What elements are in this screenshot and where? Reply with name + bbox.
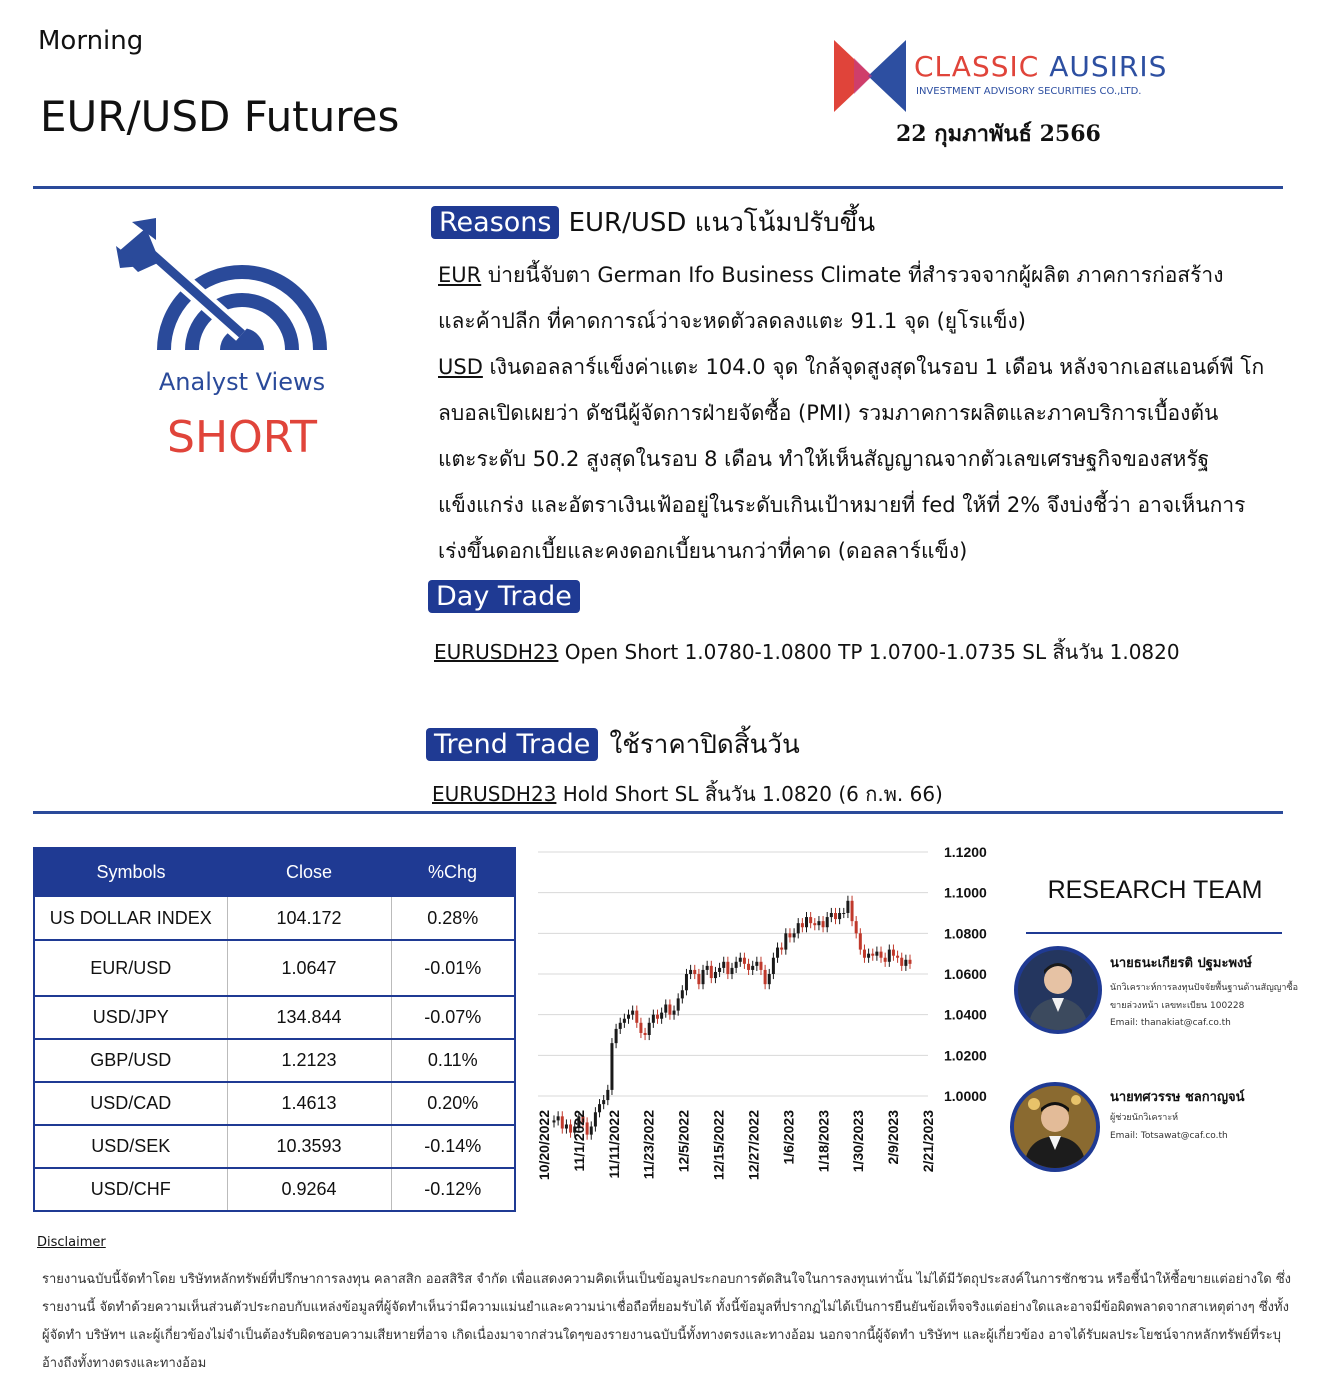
reasons-chip: Reasons: [431, 206, 559, 239]
candle-body: [834, 913, 837, 919]
company-logo-icon: [834, 40, 906, 112]
candle-body: [619, 1023, 622, 1029]
candle-body: [751, 966, 754, 970]
candle-body: [909, 960, 912, 964]
candle-body: [867, 954, 870, 958]
candle-body: [685, 974, 688, 990]
market-table: [33, 847, 516, 1212]
analyst-1-role: นักวิเคราะห์การลงทุนปัจจัยพื้นฐานด้านสัญญาซื้อ: [1110, 983, 1298, 993]
candle-body: [805, 917, 808, 927]
cell-close: 104.172: [227, 896, 391, 940]
day-trade-text: Open Short 1.0780-1.0800 TP 1.0700-1.0735 SL สิ้นวัน 1.0820: [558, 640, 1180, 664]
market-table-body: [34, 896, 515, 1211]
x-tick-label: 10/20/2022: [536, 1110, 552, 1181]
team-divider: [1026, 932, 1282, 934]
y-tick-label: 1.0600: [944, 966, 987, 982]
cell-close: 1.0647: [227, 940, 391, 996]
candle-body: [644, 1033, 647, 1035]
x-tick-label: 1/6/2023: [780, 1110, 797, 1165]
candle-body: [714, 972, 717, 978]
candle-body: [826, 917, 829, 927]
candle-body: [635, 1011, 638, 1023]
candle-body: [735, 962, 738, 968]
table-row: [34, 1125, 515, 1168]
eurusd-price-chart: [530, 840, 1010, 1212]
cell-chg: -0.01%: [391, 940, 515, 996]
candle-body: [652, 1015, 655, 1023]
cell-close: 1.2123: [227, 1039, 391, 1082]
candle-body: [842, 913, 845, 914]
table-row: [34, 896, 515, 940]
candle-body: [594, 1112, 597, 1126]
cell-symbol: GBP/USD: [34, 1039, 227, 1082]
cell-chg: -0.14%: [391, 1125, 515, 1168]
research-team-title: RESEARCH TEAM: [1047, 876, 1263, 904]
disclaimer-title: Disclaimer: [37, 1235, 106, 1250]
x-tick-label: 11/23/2022: [640, 1110, 657, 1180]
day-trade-header: [428, 580, 580, 613]
day-trade-line: [434, 636, 1180, 668]
trend-trade-line: [432, 778, 943, 810]
day-trade-chip: Day Trade: [428, 580, 580, 613]
candle-body: [859, 933, 862, 949]
candle-body: [830, 913, 833, 917]
candle-body: [623, 1019, 626, 1023]
usd-text-2: ลบอลเปิดเผยว่า ดัชนีผู้จัดการฝ่ายจัดซื้อ (PMI) รวมภาคการผลิตและภาคบริการเบื้องต้น: [438, 401, 1219, 425]
col-header-symbol: Symbols: [34, 848, 227, 896]
cell-symbol: USD/JPY: [34, 996, 227, 1039]
candle-body: [747, 964, 750, 970]
cell-chg: 0.28%: [391, 896, 515, 940]
top-divider: [33, 186, 1283, 189]
candle-body: [817, 921, 820, 925]
candle-body: [656, 1015, 659, 1019]
candle-body: [809, 917, 812, 923]
cell-symbol: US DOLLAR INDEX: [34, 896, 227, 940]
company-name: CLASSIC AUSIRIS: [914, 50, 1168, 83]
candle-body: [863, 950, 866, 958]
analyst-2-avatar: [1010, 1082, 1100, 1172]
candle-body: [755, 962, 758, 966]
usd-text-4: แข็งแกร่ง และอัตราเงินเฟ้ออยู่ในระดับเกินเป้าหมายที่ fed ให้ที่ 2% จึงบ่งชี้ว่า อาจเห็นการ: [438, 493, 1246, 517]
x-tick-label: 2/9/2023: [885, 1110, 902, 1165]
x-tick-label: 1/30/2023: [850, 1110, 867, 1173]
cell-chg: -0.12%: [391, 1168, 515, 1211]
col-header-chg: %Chg: [391, 848, 515, 896]
candle-body: [768, 974, 771, 984]
cell-close: 0.9264: [227, 1168, 391, 1211]
person-photo-icon: [1018, 950, 1098, 1030]
y-tick-label: 1.0800: [944, 925, 987, 942]
candle-body: [764, 970, 767, 984]
candle-body: [590, 1127, 593, 1135]
candle-body: [693, 970, 696, 974]
trend-trade-symbol: EURUSDH23: [432, 782, 557, 806]
usd-text-1: เงินดอลลาร์แข็งค่าแตะ 104.0 จุด ใกล้จุดสูงสุดในรอบ 1 เดือน หลังจากเอสแอนด์พี โก: [482, 355, 1265, 379]
analyst-views-label: Analyst Views: [158, 368, 326, 396]
cell-symbol: USD/CHF: [34, 1168, 227, 1211]
cell-symbol: USD/SEK: [34, 1125, 227, 1168]
cell-chg: -0.07%: [391, 996, 515, 1039]
trend-trade-chip: Trend Trade: [426, 728, 598, 761]
candle-body: [565, 1124, 568, 1128]
candle-body: [904, 960, 907, 966]
candle-body: [668, 1005, 671, 1015]
candle-body: [822, 921, 825, 927]
candle-body: [664, 1005, 667, 1013]
candle-body: [784, 933, 787, 949]
cell-close: 10.3593: [227, 1125, 391, 1168]
analyst-1-role2: ขายล่วงหน้า เลขทะเบียน 100228: [1110, 1001, 1245, 1011]
reasons-headline: EUR/USD แนวโน้มปรับขึ้น: [568, 208, 876, 238]
candle-body: [689, 970, 692, 974]
candle-body: [631, 1011, 634, 1015]
reasons-header: [431, 202, 875, 243]
candle-body: [722, 962, 725, 968]
x-tick-label: 12/5/2022: [675, 1110, 692, 1173]
candle-body: [772, 958, 775, 974]
candle-body: [797, 923, 800, 933]
x-tick-label: 12/27/2022: [745, 1110, 762, 1181]
trend-trade-note: ใช้ราคาปิดสิ้นวัน: [609, 730, 800, 760]
candle-body: [875, 952, 878, 956]
candle-body: [780, 948, 783, 950]
candle-body: [561, 1116, 564, 1128]
candle-body: [627, 1015, 630, 1019]
candle-body: [838, 913, 841, 919]
col-header-close: Close: [227, 848, 391, 896]
x-tick-label: 2/21/2023: [920, 1110, 936, 1173]
candle-body: [855, 921, 858, 933]
candle-body: [892, 950, 895, 956]
candle-body: [718, 968, 721, 972]
analyst-1-email: Email: thanakiat@caf.co.th: [1110, 1018, 1231, 1028]
report-date: 22 กุมภาพันธ์ 2566: [896, 121, 1101, 147]
candle-body: [813, 923, 816, 925]
usd-tag: USD: [438, 355, 483, 379]
analyst-2-email: Email: Totsawat@caf.co.th: [1110, 1131, 1228, 1141]
candle-body: [743, 958, 746, 964]
x-tick-label: 1/18/2023: [815, 1110, 832, 1173]
candle-body: [846, 901, 849, 913]
analyst-1-avatar: [1014, 946, 1102, 1034]
candle-body: [648, 1023, 651, 1035]
table-row: [34, 1082, 515, 1125]
candle-body: [884, 958, 887, 962]
eur-tag: EUR: [438, 263, 482, 287]
page-title: EUR/USD Futures: [40, 92, 400, 141]
table-row: [34, 996, 515, 1039]
eur-text-1: บ่ายนี้จับตา German Ifo Business Climate ที่สำรวจจากผู้ผลิต ภาคการก่อสร้าง: [481, 263, 1224, 287]
mid-divider: [33, 811, 1283, 814]
y-tick-label: 1.1000: [944, 884, 987, 901]
candle-body: [731, 968, 734, 974]
y-tick-label: 1.0200: [944, 1047, 987, 1064]
x-tick-label: 11/1/2022: [570, 1110, 587, 1172]
disclaimer-text: รายงานฉบับนี้จัดทำโดย บริษัทหลักทรัพย์ที่ปรึกษาการลงทุน คลาสสิก ออสสิริส จำกัด เพื่อแสดงความคิดเห็นเป็นข้อมูลประกอบการตัดสินใจในการลงทุนเท่านั้น ไม่ได้มีวัตถุประสงค์ในการชักชวน หรือชี้นำให้ซื้อขายแต่อย่างใด ซึ่งรายงานนี้ จัดทำด้วยความเห็นส่วนตัวประกอบกับแหล่งข้อมูลที่ผู้จัดทำเห็นว่ามีความแม่นยำและความน่าเชื่อถือที่ยอมรับได้ ทั้งนี้ข้อมูลที่ปรากฏไม่ได้เป็นการยืนยันข้อเท็จจริงแต่อย่างใดและอาจมีข้อผิดพลาดจากสาเหตุต่างๆ ซึ่งทั้งผู้จัดทำ บริษัทฯ และผู้เกี่ยวข้องไม่จำเป็นต้องรับผิดชอบความเสียหายที่อาจ เกิดเนื่องมาจากส่วนใดๆของรายงานฉบับนี้ทั้งทางตรงและทางอ้อม นอกจากนี้ผู้จัดทำ บริษัทฯ และผู้เกี่ยวข้อง อาจได้รับผลประโยชน์จากหลักทรัพย์ที่ระบุอ้างถึงทั้งทางตรงและทางอ้อม: [42, 1272, 1292, 1371]
candle-body: [851, 901, 854, 921]
day-trade-symbol: EURUSDH23: [434, 640, 559, 664]
candle-body: [610, 1043, 613, 1090]
table-row: [34, 1039, 515, 1082]
analyst-1-name: นายธนะเกียรติ ปฐมะพงษ์: [1110, 956, 1252, 971]
cell-close: 134.844: [227, 996, 391, 1039]
cell-symbol: EUR/USD: [34, 940, 227, 996]
table-row: [34, 940, 515, 996]
analyst-2-name: นายทศวรรษ ชลกาญจน์: [1110, 1090, 1245, 1105]
x-tick-label: 12/15/2022: [710, 1110, 727, 1181]
target-arrow-icon: [112, 216, 332, 356]
candle-body: [801, 923, 804, 927]
trend-trade-header: [426, 724, 800, 765]
candle-body: [598, 1104, 601, 1112]
candle-body: [639, 1023, 642, 1033]
cell-chg: 0.11%: [391, 1039, 515, 1082]
candle-body: [776, 948, 779, 958]
company-subtitle: INVESTMENT ADVISORY SECURITIES CO.,LTD.: [916, 86, 1142, 97]
candle-body: [896, 956, 899, 958]
candle-body: [793, 933, 796, 937]
candle-body: [871, 954, 874, 956]
candle-body: [788, 933, 791, 937]
candle-body: [726, 962, 729, 974]
candle-body: [880, 952, 883, 958]
x-tick-label: 11/11/2022: [605, 1110, 622, 1179]
eur-text-2: และค้าปลีก ที่คาดการณ์ว่าจะหดตัวลดลงแตะ 91.1 จุด (ยูโรแข็ง): [438, 309, 1026, 333]
candle-body: [606, 1090, 609, 1100]
reasons-body: [438, 252, 1308, 574]
y-tick-label: 1.1200: [944, 844, 987, 860]
table-row: [34, 1168, 515, 1211]
candle-body: [702, 970, 705, 984]
cell-chg: 0.20%: [391, 1082, 515, 1125]
table-header-row: [34, 848, 515, 896]
candle-body: [900, 958, 903, 966]
session-label: Morning: [38, 26, 144, 56]
y-tick-label: 1.0000: [944, 1088, 987, 1104]
analyst-2-role: ผู้ช่วยนักวิเคราะห์: [1110, 1113, 1179, 1123]
candle-body: [677, 998, 680, 1010]
candle-body: [739, 958, 742, 962]
candle-body: [706, 966, 709, 970]
candle-body: [673, 1011, 676, 1015]
candle-body: [888, 950, 891, 962]
candle-body: [557, 1116, 560, 1120]
candle-body: [759, 962, 762, 970]
y-tick-label: 1.0400: [944, 1006, 987, 1023]
candle-body: [660, 1013, 663, 1019]
candle-body: [553, 1120, 556, 1122]
candle-body: [602, 1100, 605, 1104]
cell-close: 1.4613: [227, 1082, 391, 1125]
stance-short: SHORT: [167, 412, 317, 463]
candle-body: [697, 974, 700, 984]
usd-text-5: เร่งขึ้นดอกเบี้ยและคงดอกเบี้ยนานกว่าที่คาด (ดอลลาร์แข็ง): [438, 539, 968, 563]
person-photo-icon: [1014, 1086, 1096, 1168]
cell-symbol: USD/CAD: [34, 1082, 227, 1125]
candle-body: [615, 1029, 618, 1043]
candle-body: [710, 966, 713, 978]
trend-trade-text: Hold Short SL สิ้นวัน 1.0820 (6 ก.พ. 66): [556, 782, 943, 806]
candle-body: [681, 990, 684, 998]
usd-text-3: แตะระดับ 50.2 สูงสุดในรอบ 8 เดือน ทำให้เห็นสัญญาณจากตัวเลขเศรษฐกิจของสหรัฐ: [438, 447, 1210, 471]
